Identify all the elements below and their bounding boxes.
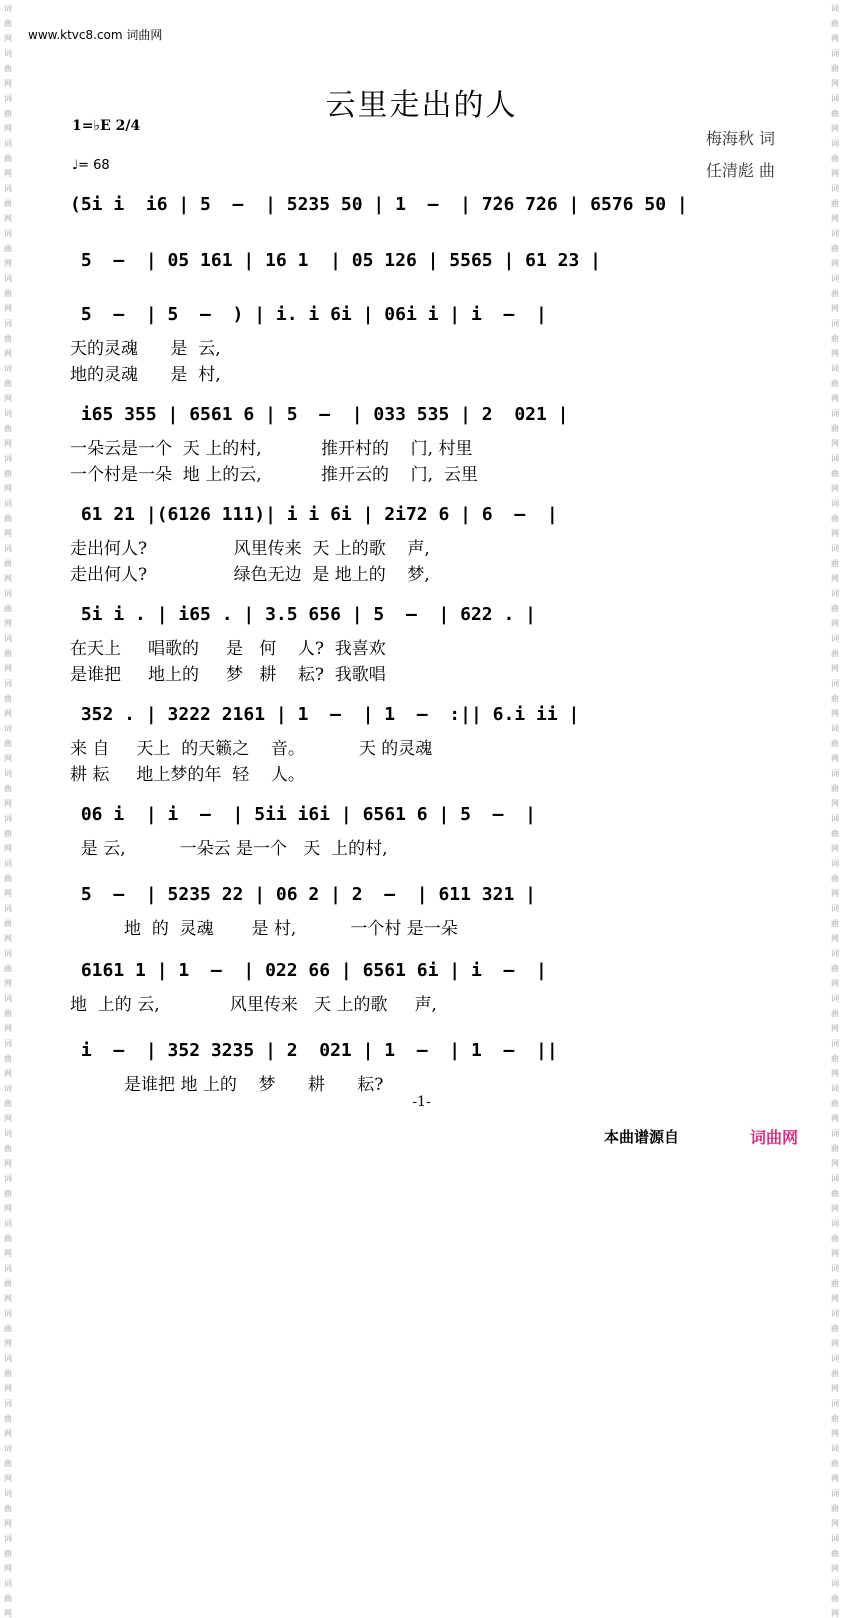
watermark-char: 词 (831, 499, 839, 508)
watermark-char: 词 (4, 724, 12, 733)
watermark-char: 词 (831, 634, 839, 643)
watermark-char: 词 (4, 679, 12, 688)
watermark-char: 词 (831, 1084, 839, 1093)
notation-line (60, 300, 780, 330)
watermark-char: 网 (831, 1204, 839, 1213)
watermark-char: 曲 (4, 559, 12, 568)
watermark-char: 网 (831, 169, 839, 178)
song-title: 云里走出的人 (325, 88, 518, 123)
notation-text: 5 – | 5235 22 | 06 2 | 2 – | 611 321 | (70, 884, 536, 905)
watermark-char: 网 (831, 1069, 839, 1078)
watermark-char: 曲 (4, 1099, 12, 1108)
watermark-char: 曲 (4, 1324, 12, 1333)
notation-line (60, 600, 780, 630)
watermark-char: 曲 (4, 829, 12, 838)
watermark-char: 曲 (4, 1549, 12, 1558)
watermark-char: 曲 (831, 514, 839, 523)
watermark-char: 词 (831, 409, 839, 418)
watermark-char: 网 (4, 1609, 12, 1618)
watermark-char: 网 (4, 484, 12, 493)
watermark-char: 网 (4, 709, 12, 718)
watermark-char: 网 (831, 1294, 839, 1303)
watermark-char: 网 (831, 889, 839, 898)
watermark-char: 网 (831, 1429, 839, 1438)
notation-text: 5 – | 5 – ) | i. i 6i | 06i i | i – | (70, 304, 547, 325)
watermark-char: 词 (4, 1129, 12, 1138)
watermark-char: 网 (831, 439, 839, 448)
watermark-char: 词 (4, 454, 12, 463)
watermark-char: 词 (4, 1534, 12, 1543)
watermark-char: 曲 (4, 604, 12, 613)
lyric-line: 走出何人? 风里传来 天 上的歌 声, (70, 539, 430, 559)
notation-line (60, 500, 780, 530)
watermark-char: 词 (4, 1399, 12, 1408)
notation-line (60, 956, 780, 986)
watermark-char: 曲 (4, 1234, 12, 1243)
watermark-char: 词 (4, 139, 12, 148)
watermark-char: 词 (4, 1264, 12, 1273)
watermark-char: 曲 (4, 424, 12, 433)
page-number: -1- (412, 1094, 431, 1110)
composer-credit: 任清彪 曲 (705, 161, 775, 180)
watermark-char: 网 (4, 1384, 12, 1393)
watermark-char: 曲 (831, 1549, 839, 1558)
watermark-char: 词 (831, 589, 839, 598)
watermark-char: 网 (831, 754, 839, 763)
watermark-char: 网 (831, 529, 839, 538)
watermark-char: 曲 (4, 199, 12, 208)
watermark-char: 网 (831, 304, 839, 313)
watermark-char: 曲 (831, 964, 839, 973)
watermark-char: 曲 (831, 1144, 839, 1153)
watermark-char: 曲 (4, 469, 12, 478)
watermark-char: 网 (831, 394, 839, 403)
watermark-char: 网 (831, 1339, 839, 1348)
watermark-char: 词 (831, 184, 839, 193)
watermark-char: 曲 (831, 154, 839, 163)
watermark-char: 曲 (831, 1054, 839, 1063)
watermark-char: 网 (4, 1519, 12, 1528)
watermark-char: 曲 (831, 1234, 839, 1243)
notation-text: 06 i | i – | 5ii i6i | 6561 6 | 5 – | (70, 804, 536, 825)
notation-text: 5 – | 05 161 | 16 1 | 05 126 | 5565 | 61 23 | (70, 250, 602, 271)
watermark-char: 曲 (4, 1144, 12, 1153)
watermark-char: 网 (831, 799, 839, 808)
watermark-char: 曲 (831, 874, 839, 883)
watermark-char: 曲 (4, 1279, 12, 1288)
notation-line (60, 400, 780, 430)
lyric-line: 地 的 灵魂 是 村, 一个村 是一朵 (70, 919, 458, 939)
watermark-char: 曲 (4, 1459, 12, 1468)
watermark-char: 词 (4, 94, 12, 103)
watermark-char: 网 (4, 754, 12, 763)
notation-line (60, 880, 780, 910)
watermark-char: 曲 (4, 109, 12, 118)
watermark-char: 词 (831, 1534, 839, 1543)
watermark-char: 网 (831, 574, 839, 583)
watermark-char: 网 (4, 934, 12, 943)
watermark-char: 网 (4, 1429, 12, 1438)
watermark-char: 曲 (831, 424, 839, 433)
watermark-char: 网 (4, 1159, 12, 1168)
watermark-char: 词 (831, 859, 839, 868)
watermark-char: 网 (4, 349, 12, 358)
watermark-char: 词 (831, 49, 839, 58)
watermark-char: 曲 (4, 649, 12, 658)
watermark-char: 曲 (4, 694, 12, 703)
watermark-char: 网 (4, 304, 12, 313)
watermark-char: 曲 (831, 334, 839, 343)
watermark-char: 曲 (831, 829, 839, 838)
watermark-char: 网 (4, 394, 12, 403)
watermark-char: 曲 (4, 874, 12, 883)
watermark-char: 网 (831, 664, 839, 673)
watermark-char: 曲 (4, 739, 12, 748)
watermark-char: 网 (831, 979, 839, 988)
lyric-line: 耕 耘 地上梦的年 轻 人。 (70, 765, 305, 785)
source-label: 本曲谱源自 (604, 1128, 680, 1146)
watermark-char: 词 (4, 274, 12, 283)
watermark-char: 曲 (4, 64, 12, 73)
watermark-char: 词 (4, 364, 12, 373)
watermark-char: 网 (4, 1069, 12, 1078)
watermark-char: 词 (4, 859, 12, 868)
watermark-char: 网 (831, 844, 839, 853)
watermark-char: 曲 (831, 1459, 839, 1468)
watermark-char: 曲 (831, 919, 839, 928)
lyric-line: 来 自 天上 的天籁之 音。 天 的灵魂 (70, 739, 433, 759)
watermark-char: 词 (4, 499, 12, 508)
notation-text: i65 355 | 6561 6 | 5 – | 033 535 | 2 021 | (70, 404, 569, 425)
watermark-char: 网 (4, 1294, 12, 1303)
watermark-char: 词 (4, 589, 12, 598)
lyric-line: 是谁把 地上的 梦 耕 耘? 我歌唱 (70, 665, 386, 685)
watermark-char: 网 (831, 1519, 839, 1528)
watermark-char: 词 (831, 1444, 839, 1453)
watermark-char: 词 (831, 544, 839, 553)
tempo-marking: ♩= 68 (72, 158, 110, 173)
watermark-char: 词 (831, 1174, 839, 1183)
watermark-char: 词 (831, 1129, 839, 1138)
watermark-char: 曲 (831, 1414, 839, 1423)
watermark-char: 词 (4, 1489, 12, 1498)
watermark-char: 曲 (831, 109, 839, 118)
watermark-char: 网 (831, 349, 839, 358)
watermark-char: 曲 (831, 19, 839, 28)
watermark-char: 网 (831, 1564, 839, 1573)
watermark-char: 网 (4, 1474, 12, 1483)
watermark-char: 曲 (831, 64, 839, 73)
watermark-char: 曲 (4, 1594, 12, 1603)
watermark-char: 曲 (831, 1324, 839, 1333)
watermark-char: 曲 (4, 514, 12, 523)
watermark-char: 曲 (831, 559, 839, 568)
watermark-char: 词 (4, 544, 12, 553)
watermark-char: 网 (831, 1249, 839, 1258)
watermark-char: 曲 (4, 919, 12, 928)
watermark-char: 网 (4, 1204, 12, 1213)
lyric-line: 是谁把 地 上的 梦 耕 耘? (70, 1075, 384, 1095)
watermark-char: 网 (831, 79, 839, 88)
watermark-char: 网 (4, 1024, 12, 1033)
watermark-char: 词 (831, 724, 839, 733)
watermark-char: 网 (831, 1474, 839, 1483)
notation-line (60, 1036, 780, 1066)
watermark-char: 词 (4, 1219, 12, 1228)
watermark-char: 词 (831, 769, 839, 778)
watermark-char: 网 (4, 214, 12, 223)
watermark-char: 词 (4, 814, 12, 823)
watermark-char: 曲 (831, 739, 839, 748)
watermark-char: 网 (4, 1249, 12, 1258)
watermark-char: 曲 (4, 1189, 12, 1198)
watermark-char: 曲 (831, 1369, 839, 1378)
watermark-char: 网 (831, 214, 839, 223)
watermark-char: 网 (4, 439, 12, 448)
watermark-char: 词 (4, 4, 12, 13)
watermark-char: 曲 (4, 334, 12, 343)
watermark-char: 词 (4, 1354, 12, 1363)
watermark-char: 词 (831, 229, 839, 238)
lyricist-credit: 梅海秋 词 (705, 129, 775, 148)
watermark-char: 曲 (831, 1009, 839, 1018)
watermark-char: 曲 (831, 469, 839, 478)
watermark-char: 曲 (831, 784, 839, 793)
watermark-char: 词 (831, 1489, 839, 1498)
watermark-char: 网 (831, 1384, 839, 1393)
watermark-char: 曲 (831, 1504, 839, 1513)
watermark-char: 网 (831, 934, 839, 943)
watermark-char: 词 (831, 1039, 839, 1048)
watermark-char: 曲 (4, 964, 12, 973)
watermark-char: 网 (831, 484, 839, 493)
watermark-char: 词 (4, 184, 12, 193)
watermark-char: 网 (4, 1114, 12, 1123)
watermark-char: 词 (831, 1264, 839, 1273)
watermark-char: 曲 (4, 784, 12, 793)
watermark-char: 网 (4, 529, 12, 538)
watermark-char: 曲 (831, 604, 839, 613)
watermark-char: 曲 (4, 19, 12, 28)
lyric-line: 地的灵魂 是 村, (70, 365, 221, 385)
watermark-char: 网 (831, 619, 839, 628)
watermark-char: 词 (831, 4, 839, 13)
watermark-char: 网 (4, 1339, 12, 1348)
watermark-char: 网 (831, 259, 839, 268)
watermark-char: 词 (831, 1219, 839, 1228)
watermark-char: 网 (831, 1114, 839, 1123)
watermark-char: 词 (831, 94, 839, 103)
watermark-char: 词 (831, 1354, 839, 1363)
watermark-char: 网 (831, 1024, 839, 1033)
watermark-char: 网 (4, 259, 12, 268)
watermark-char: 词 (4, 769, 12, 778)
watermark-char: 词 (831, 454, 839, 463)
watermark-char: 网 (4, 124, 12, 133)
watermark-char: 词 (831, 274, 839, 283)
watermark-char: 网 (4, 79, 12, 88)
lyric-line: 一个村是一朵 地 上的云, 推开云的 门, 云里 (70, 465, 478, 485)
watermark-char: 网 (4, 889, 12, 898)
watermark-char: 词 (4, 949, 12, 958)
watermark-char: 曲 (4, 244, 12, 253)
notation-text: 352 . | 3222 2161 | 1 – | 1 – :|| 6.i ii | (70, 704, 580, 725)
watermark-char: 曲 (4, 1504, 12, 1513)
lyric-line: 天的灵魂 是 云, (70, 339, 221, 359)
watermark-char: 曲 (4, 1414, 12, 1423)
lyric-line: 一朵云是一个 天 上的村, 推开村的 门, 村里 (70, 439, 473, 459)
notation-line (60, 800, 780, 830)
watermark-char: 词 (4, 319, 12, 328)
watermark-char: 网 (4, 34, 12, 43)
watermark-char: 词 (831, 994, 839, 1003)
lyric-line: 在天上 唱歌的 是 何 人? 我喜欢 (70, 639, 386, 659)
watermark-char: 词 (4, 1579, 12, 1588)
watermark-char: 网 (4, 1564, 12, 1573)
notation-line (60, 246, 780, 276)
watermark-char: 曲 (831, 244, 839, 253)
watermark-left (2, 0, 14, 1618)
watermark-char: 曲 (4, 379, 12, 388)
watermark-char: 曲 (831, 379, 839, 388)
watermark-char: 网 (831, 709, 839, 718)
watermark-char: 词 (831, 1399, 839, 1408)
header-url: www.ktvc8.com 词曲网 (28, 28, 163, 42)
watermark-char: 网 (4, 619, 12, 628)
watermark-char: 网 (4, 664, 12, 673)
watermark-char: 曲 (831, 199, 839, 208)
notation-text: (5i i i6 | 5 – | 5235 50 | 1 – | 7̇26 7̇26 | 6576 50 | (70, 194, 688, 215)
watermark-char: 词 (831, 949, 839, 958)
watermark-char: 词 (4, 49, 12, 58)
watermark-char: 词 (4, 1309, 12, 1318)
watermark-char: 词 (831, 814, 839, 823)
watermark-char: 词 (4, 1084, 12, 1093)
watermark-char: 曲 (4, 1009, 12, 1018)
watermark-char: 词 (4, 1039, 12, 1048)
notation-text: i – | 352 3235 | 2 021 | 1 – | 1 – || (70, 1040, 558, 1061)
watermark-char: 网 (831, 124, 839, 133)
watermark-char: 词 (831, 319, 839, 328)
watermark-char: 网 (4, 799, 12, 808)
watermark-char: 曲 (831, 1099, 839, 1108)
watermark-right (829, 0, 841, 1618)
notation-text: 61 21 |(6126 111)| i i 6i | 2i72 6 | 6 – | (70, 504, 558, 525)
watermark-char: 曲 (831, 1279, 839, 1288)
watermark-char: 网 (4, 169, 12, 178)
watermark-char: 曲 (831, 649, 839, 658)
watermark-char: 词 (831, 679, 839, 688)
watermark-char: 网 (4, 979, 12, 988)
lyric-line: 地 上的 云, 风里传来 天 上的歌 声, (70, 995, 437, 1015)
watermark-char: 曲 (831, 1594, 839, 1603)
notation-text: 5i i . | i65 . | 3.5 656 | 5 – | 622 . | (70, 604, 536, 625)
watermark-char: 曲 (831, 694, 839, 703)
watermark-char: 词 (4, 904, 12, 913)
lyric-line: 是 云, 一朵云 是一个 天 上的村, (70, 839, 388, 859)
notation-line (60, 190, 780, 220)
watermark-char: 词 (831, 1579, 839, 1588)
watermark-char: 曲 (4, 289, 12, 298)
key-signature: 1=♭E 2/4 (72, 118, 141, 134)
watermark-char: 词 (4, 229, 12, 238)
watermark-char: 词 (4, 994, 12, 1003)
watermark-char: 词 (831, 1309, 839, 1318)
watermark-char: 曲 (4, 1054, 12, 1063)
watermark-char: 网 (4, 574, 12, 583)
watermark-char: 词 (831, 139, 839, 148)
notation-text: 6161 1 | 1 – | 022 66 | 6561 6i | i – | (70, 960, 547, 981)
brand-logo[interactable]: 词曲网 (750, 1128, 799, 1147)
watermark-char: 词 (4, 409, 12, 418)
watermark-char: 曲 (4, 1369, 12, 1378)
watermark-char: 词 (831, 364, 839, 373)
lyric-line: 走出何人? 绿色无边 是 地上的 梦, (70, 565, 430, 585)
watermark-char: 网 (4, 844, 12, 853)
watermark-char: 词 (4, 1444, 12, 1453)
watermark-char: 曲 (831, 1189, 839, 1198)
notation-line (60, 700, 780, 730)
watermark-char: 网 (831, 1609, 839, 1618)
watermark-char: 网 (831, 1159, 839, 1168)
watermark-char: 词 (4, 1174, 12, 1183)
watermark-char: 词 (831, 904, 839, 913)
watermark-char: 曲 (831, 289, 839, 298)
watermark-char: 词 (4, 634, 12, 643)
watermark-char: 网 (831, 34, 839, 43)
watermark-char: 曲 (4, 154, 12, 163)
